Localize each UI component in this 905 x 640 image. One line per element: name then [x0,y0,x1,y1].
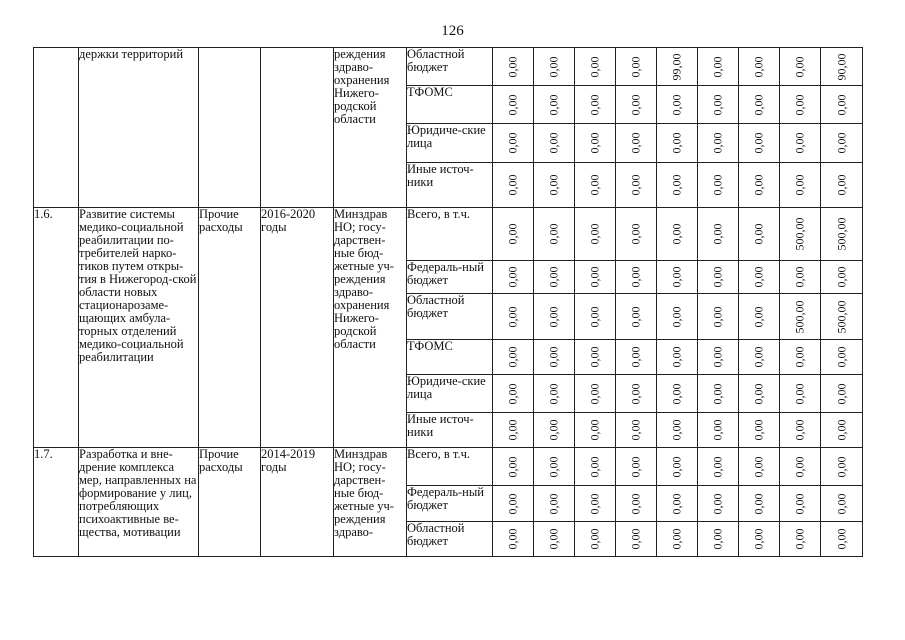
amount-value: 0,00 [505,456,520,477]
item-number-cell: 1.6. [34,208,79,448]
amount-cell [616,124,657,163]
amount-value: 0,00 [834,94,848,115]
amount-cell [739,340,780,375]
amount-value: 0,00 [505,94,520,115]
amount-cell [780,261,821,294]
amount-value: 0,00 [628,528,643,550]
amount-cell [493,413,534,448]
amount-value: 0,00 [834,132,848,154]
amount-cell [575,48,616,86]
amount-value: 0,00 [628,132,643,154]
amount-cell [698,294,739,340]
amount-value: 0,00 [669,266,684,288]
amount-cell [575,448,616,486]
amount-value: 0,00 [669,528,684,550]
amount-cell [657,86,698,124]
amount-cell [698,208,739,261]
item-number-cell: 1.7. [34,448,79,557]
amount-cell [698,486,739,522]
amount-value: 0,00 [546,456,561,477]
amount-cell [657,294,698,340]
amount-value: 0,00 [751,383,766,404]
amount-cell [616,163,657,208]
amount-value: 0,00 [669,174,684,196]
amount-cell [493,163,534,208]
amount-value: 0,00 [505,493,520,514]
amount-value: 0,00 [628,306,643,327]
amount-cell [534,163,575,208]
amount-value: 90,00 [834,53,848,80]
item-name-cell: Развитие системы медико-социальной реабилитации по-требителей нарко-тиков путем откры-тия в Нижегород-ской области новых стационарозаме-щающих амбула-торных отделений медико-социальной реабилитации [79,208,199,448]
amount-cell [821,413,863,448]
amount-value: 0,00 [669,94,684,115]
amount-cell [493,448,534,486]
amount-value: 0,00 [792,493,807,514]
funding-source-cell: Всего, в т.ч. [407,448,493,486]
amount-cell [657,261,698,294]
item-name-cell: держки территорий [79,48,199,208]
amount-value: 0,00 [546,493,561,514]
amount-value: 0,00 [628,223,643,245]
amount-value: 0,00 [505,306,520,327]
page-number: 126 [441,23,464,39]
amount-value: 0,00 [587,346,602,368]
amount-cell [780,294,821,340]
amount-value: 0,00 [751,306,766,327]
amount-cell [739,163,780,208]
amount-value: 0,00 [669,493,684,514]
amount-cell [739,48,780,86]
amount-value: 0,00 [710,266,725,288]
amount-value: 0,00 [751,223,766,245]
amount-value: 0,00 [546,419,561,441]
amount-cell [780,208,821,261]
amount-cell [739,86,780,124]
amount-value: 0,00 [546,266,561,288]
amount-value: 0,00 [834,528,848,550]
amount-value: 0,00 [751,56,766,77]
amount-value: 0,00 [710,306,725,327]
table-row [34,448,863,486]
cost-type-cell [199,48,261,208]
amount-cell [821,340,863,375]
funding-source-cell: Иные источ-ники [407,413,493,448]
amount-cell [616,340,657,375]
amount-cell [739,375,780,413]
amount-cell [534,124,575,163]
amount-value: 0,00 [834,174,848,196]
amount-value: 0,00 [751,94,766,115]
amount-cell [575,413,616,448]
amount-value: 0,00 [710,528,725,550]
amount-cell [616,86,657,124]
amount-cell [616,448,657,486]
period-cell [261,48,334,208]
amount-value: 0,00 [751,266,766,288]
amount-cell [698,375,739,413]
amount-value: 0,00 [792,456,807,477]
amount-cell [657,208,698,261]
amount-cell [739,522,780,557]
executor-cell: реждения здраво-охранения Нижего-родской области [334,48,407,208]
amount-cell [657,48,698,86]
amount-value: 0,00 [587,174,602,196]
amount-value: 0,00 [669,346,684,368]
amount-cell [821,124,863,163]
amount-value: 0,00 [669,456,684,477]
amount-cell [739,486,780,522]
amount-cell [739,208,780,261]
amount-cell [493,294,534,340]
amount-cell [493,340,534,375]
amount-value: 500,00 [834,300,848,333]
amount-value: 0,00 [834,493,848,514]
amount-cell [575,522,616,557]
period-cell: 2014-2019 годы [261,448,334,557]
amount-value: 0,00 [834,346,848,368]
amount-cell [657,124,698,163]
amount-value: 0,00 [587,456,602,477]
amount-cell [493,86,534,124]
amount-cell [616,522,657,557]
amount-cell [780,340,821,375]
amount-value: 0,00 [546,94,561,115]
item-name-cell: Разработка и вне-дрение комплекса мер, направленных на формирование у лиц, потребляющих психоактивные ве-щества, мотивации [79,448,199,557]
funding-source-cell: Федераль-ный бюджет [407,486,493,522]
funding-source-cell: ТФОМС [407,340,493,375]
amount-cell [698,261,739,294]
amount-value: 0,00 [669,419,684,441]
amount-value: 0,00 [628,346,643,368]
amount-value: 0,00 [710,223,725,245]
amount-cell [698,413,739,448]
amount-cell [698,124,739,163]
amount-value: 0,00 [792,383,807,404]
amount-value: 0,00 [669,306,684,327]
amount-cell [616,294,657,340]
amount-value: 0,00 [546,383,561,404]
amount-value: 0,00 [587,306,602,327]
funding-source-cell: Федераль-ный бюджет [407,261,493,294]
amount-cell [616,261,657,294]
table-row [34,208,863,261]
amount-value: 0,00 [546,346,561,368]
amount-cell [780,522,821,557]
amount-cell [575,261,616,294]
amount-cell [821,522,863,557]
amount-cell [534,486,575,522]
amount-cell [657,448,698,486]
funding-source-cell: Областной бюджет [407,48,493,86]
amount-value: 0,00 [834,383,848,404]
amount-value: 0,00 [628,493,643,514]
amount-cell [616,375,657,413]
amount-value: 0,00 [505,223,520,245]
amount-cell [575,124,616,163]
amount-cell [657,522,698,557]
amount-cell [821,375,863,413]
amount-value: 0,00 [710,174,725,196]
amount-value: 0,00 [546,174,561,196]
amount-value: 0,00 [751,493,766,514]
amount-value: 0,00 [792,56,807,77]
amount-cell [493,208,534,261]
amount-cell [821,486,863,522]
amount-cell [780,375,821,413]
funding-source-cell: Юридиче-ские лица [407,124,493,163]
amount-value: 0,00 [587,56,602,77]
amount-value: 0,00 [792,528,807,550]
amount-cell [534,375,575,413]
amount-cell [657,340,698,375]
table-row [34,48,863,86]
amount-value: 0,00 [628,419,643,441]
amount-cell [616,48,657,86]
amount-cell [739,294,780,340]
amount-cell [534,522,575,557]
amount-value: 0,00 [710,456,725,477]
amount-cell [657,163,698,208]
period-cell: 2016-2020 годы [261,208,334,448]
amount-value: 0,00 [792,174,807,196]
amount-cell [698,340,739,375]
amount-value: 0,00 [587,94,602,115]
amount-cell [534,294,575,340]
amount-cell [739,413,780,448]
amount-value: 0,00 [587,493,602,514]
amount-value: 0,00 [669,223,684,245]
amount-value: 500,00 [792,300,807,333]
amount-value: 0,00 [669,383,684,404]
amount-value: 0,00 [834,266,848,288]
amount-value: 0,00 [751,528,766,550]
amount-value: 0,00 [628,94,643,115]
amount-cell [821,48,863,86]
funding-source-cell: Областной бюджет [407,522,493,557]
amount-value: 0,00 [628,383,643,404]
amount-value: 0,00 [792,419,807,441]
amount-value: 0,00 [710,419,725,441]
amount-value: 0,00 [587,132,602,154]
amount-cell [534,413,575,448]
amount-cell [575,486,616,522]
amount-cell [780,413,821,448]
amount-cell [575,86,616,124]
amount-value: 0,00 [751,174,766,196]
amount-cell [739,261,780,294]
amount-cell [780,86,821,124]
amount-value: 99,00 [669,53,684,80]
amount-cell [575,375,616,413]
amount-value: 0,00 [587,419,602,441]
amount-value: 0,00 [587,223,602,245]
amount-value: 0,00 [505,266,520,288]
amount-value: 0,00 [792,132,807,154]
funding-source-cell: Иные источ-ники [407,163,493,208]
amount-value: 0,00 [628,456,643,477]
amount-value: 0,00 [505,419,520,441]
amount-cell [657,375,698,413]
amount-value: 0,00 [546,223,561,245]
amount-value: 0,00 [751,419,766,441]
amount-value: 0,00 [710,132,725,154]
amount-value: 0,00 [505,346,520,368]
amount-cell [616,208,657,261]
amount-value: 0,00 [834,456,848,477]
funding-source-cell: Областной бюджет [407,294,493,340]
amount-cell [698,448,739,486]
amount-cell [534,208,575,261]
amount-cell [616,486,657,522]
amount-cell [698,522,739,557]
amount-cell [780,163,821,208]
executor-cell: Минздрав НО; госу-дарствен-ные бюд-жетные уч-реждения здраво- [334,448,407,557]
amount-value: 0,00 [751,346,766,368]
amount-cell [575,294,616,340]
amount-value: 0,00 [628,266,643,288]
amount-value: 0,00 [505,174,520,196]
amount-value: 0,00 [792,94,807,115]
amount-cell [493,522,534,557]
cost-type-cell: Прочие расходы [199,208,261,448]
amount-value: 0,00 [546,528,561,550]
amount-cell [657,486,698,522]
budget-table [33,47,863,557]
amount-cell [575,163,616,208]
amount-value: 0,00 [505,383,520,404]
amount-cell [780,448,821,486]
amount-cell [657,413,698,448]
amount-value: 0,00 [628,56,643,77]
item-number-cell [34,48,79,208]
amount-cell [493,261,534,294]
amount-value: 0,00 [710,383,725,404]
amount-value: 0,00 [710,56,725,77]
amount-value: 0,00 [505,132,520,154]
amount-cell [821,208,863,261]
amount-cell [493,124,534,163]
amount-value: 0,00 [505,56,520,77]
amount-value: 0,00 [792,266,807,288]
amount-value: 0,00 [751,132,766,154]
amount-value: 0,00 [546,132,561,154]
amount-value: 0,00 [792,346,807,368]
amount-value: 0,00 [710,94,725,115]
amount-cell [698,163,739,208]
amount-cell [616,413,657,448]
amount-value: 0,00 [546,306,561,327]
funding-source-cell: ТФОМС [407,86,493,124]
amount-value: 0,00 [669,132,684,154]
amount-value: 0,00 [505,528,520,550]
amount-value: 500,00 [792,217,807,251]
amount-value: 0,00 [710,493,725,514]
amount-value: 0,00 [546,56,561,77]
amount-cell [821,86,863,124]
amount-cell [534,448,575,486]
amount-value: 0,00 [834,419,848,441]
amount-cell [698,48,739,86]
amount-value: 0,00 [710,346,725,368]
amount-cell [739,448,780,486]
funding-source-cell: Всего, в т.ч. [407,208,493,261]
amount-value: 0,00 [587,383,602,404]
executor-cell: Минздрав НО; госу-дарствен-ные бюд-жетные уч-реждения здраво-охранения Нижего-родской области [334,208,407,448]
amount-cell [493,375,534,413]
amount-cell [493,48,534,86]
amount-cell [698,86,739,124]
amount-cell [739,124,780,163]
amount-cell [534,340,575,375]
amount-value: 500,00 [834,217,848,251]
amount-cell [575,208,616,261]
amount-cell [534,261,575,294]
amount-value: 0,00 [751,456,766,477]
amount-cell [821,294,863,340]
amount-cell [821,163,863,208]
amount-value: 0,00 [587,528,602,550]
amount-value: 0,00 [587,266,602,288]
amount-cell [780,124,821,163]
amount-cell [780,48,821,86]
amount-value: 0,00 [628,174,643,196]
amount-cell [575,340,616,375]
funding-source-cell: Юридиче-ские лица [407,375,493,413]
amount-cell [534,86,575,124]
amount-cell [821,448,863,486]
amount-cell [493,486,534,522]
amount-cell [534,48,575,86]
amount-cell [780,486,821,522]
amount-cell [821,261,863,294]
cost-type-cell: Прочие расходы [199,448,261,557]
